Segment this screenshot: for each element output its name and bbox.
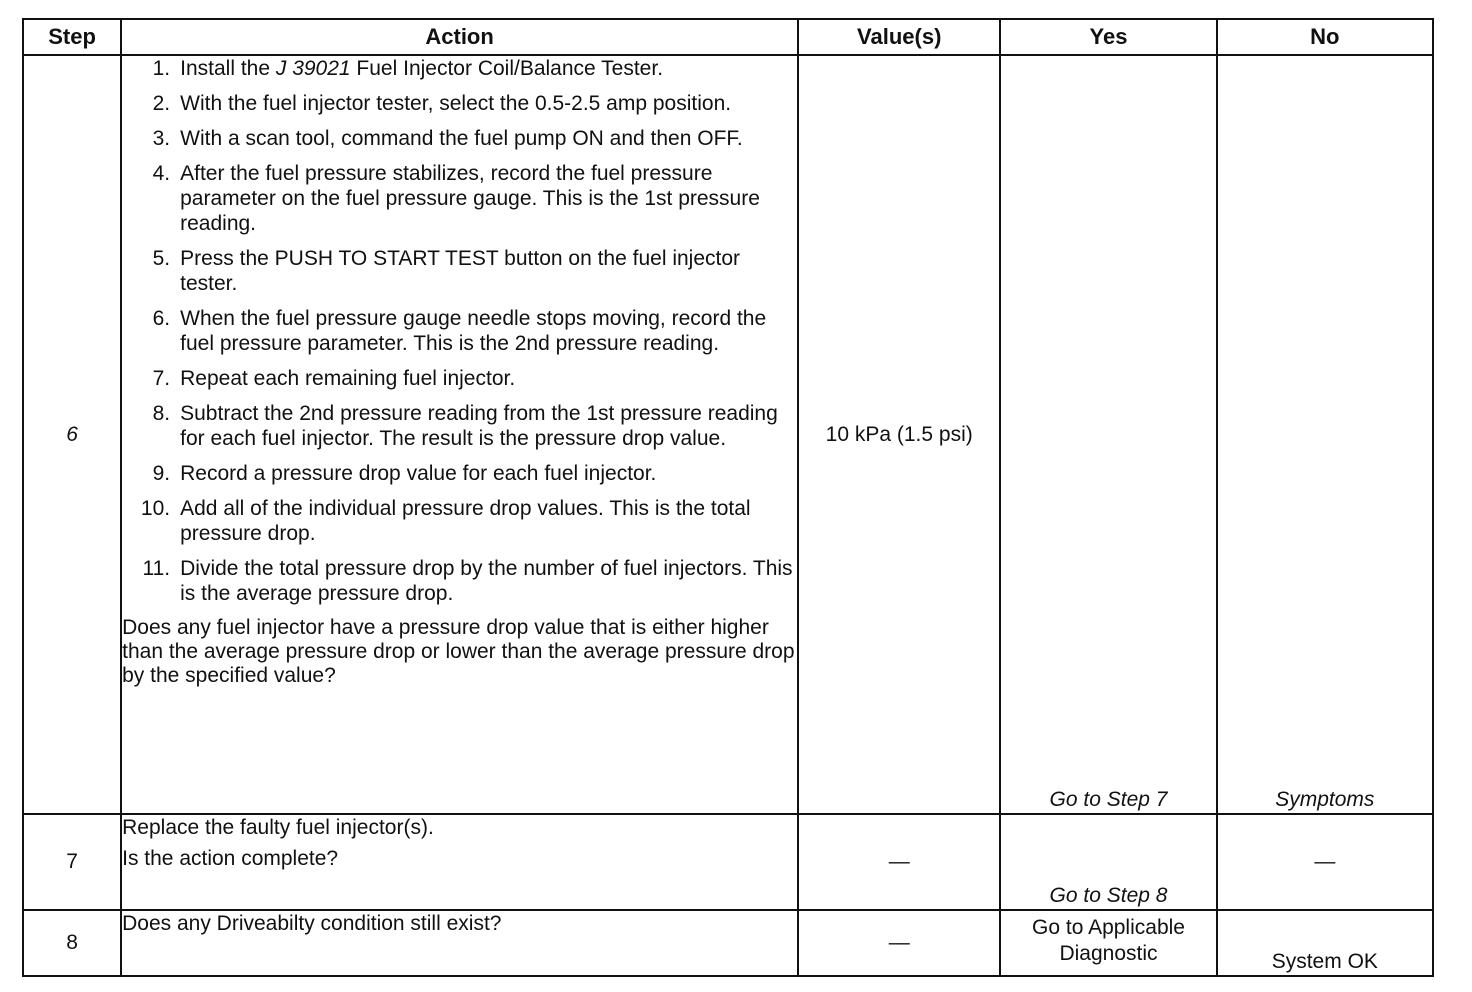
tool-reference: J 39021 xyxy=(275,57,351,80)
yes-link: Go to Step 7 xyxy=(1049,788,1168,811)
action-question: Is the action complete? xyxy=(122,847,339,870)
header-yes: Yes xyxy=(1000,19,1216,55)
action-cell xyxy=(121,910,798,976)
action-question: Does any fuel injector have a pressure drop value that is either higher than the average pressure drop or lower than the average pressure drop by the specified value? xyxy=(122,616,795,687)
table-row-step-6 xyxy=(23,55,1433,814)
no-link: Symptoms xyxy=(1275,788,1375,811)
action-step: 5. Press the PUSH TO START TEST button on the fuel injector tester. xyxy=(152,247,741,295)
no-cell: — xyxy=(1217,814,1433,910)
no-cell xyxy=(1217,55,1433,814)
yes-cell xyxy=(1000,814,1216,910)
header-step: Step xyxy=(23,19,121,55)
action-cell xyxy=(121,55,798,814)
action-cell xyxy=(121,814,798,910)
diagnostic-table xyxy=(22,18,1434,977)
value-cell: — xyxy=(798,814,1000,910)
action-step: 9. Record a pressure drop value for each fuel injector. xyxy=(152,462,657,485)
action-line: Replace the faulty fuel injector(s). xyxy=(122,816,434,839)
yes-link: Go to Step 8 xyxy=(1049,884,1168,907)
no-cell xyxy=(1217,910,1433,976)
action-step: 6. When the fuel pressure gauge needle stops moving, record the fuel pressure parameter. This is the 2nd pressure reading. xyxy=(152,307,767,355)
table-row-step-8 xyxy=(23,910,1433,976)
header-row xyxy=(23,19,1433,55)
action-step: 7. Repeat each remaining fuel injector. xyxy=(152,367,516,390)
action-step: 1. Install the J 39021 Fuel Injector Coil/Balance Tester. xyxy=(152,57,664,80)
value-cell: — xyxy=(798,910,1000,976)
header-action: Action xyxy=(121,19,798,55)
yes-cell xyxy=(1000,55,1216,814)
action-step: 2. With the fuel injector tester, select the 0.5-2.5 amp position. xyxy=(152,92,732,115)
action-step: 4. After the fuel pressure stabilizes, record the fuel pressure parameter on the fuel pressure gauge. This is the 1st pressure reading. xyxy=(152,162,760,235)
yes-cell xyxy=(1000,910,1216,976)
action-question: Does any Driveabilty condition still exist? xyxy=(122,912,502,935)
step-number: 8 xyxy=(23,910,121,976)
action-step-list xyxy=(122,56,797,606)
no-result: System OK xyxy=(1271,950,1378,973)
step-number: 6 xyxy=(23,55,121,814)
header-no: No xyxy=(1217,19,1433,55)
action-step: 11. Divide the total pressure drop by the number of fuel injectors. This is the average pressure drop. xyxy=(142,557,793,605)
action-step: 10. Add all of the individual pressure drop values. This is the total pressure drop. xyxy=(140,497,751,545)
value-cell: 10 kPa (1.5 psi) xyxy=(798,55,1000,814)
yes-link-line: Diagnostic xyxy=(1059,942,1158,965)
table-row-step-7 xyxy=(23,814,1433,910)
step-number: 7 xyxy=(23,814,121,910)
yes-link-line: Go to Applicable xyxy=(1032,916,1185,939)
action-step: 8. Subtract the 2nd pressure reading from the 1st pressure reading for each fuel injector. The result is the pressure drop value. xyxy=(152,402,778,450)
header-values: Value(s) xyxy=(798,19,1000,55)
action-step: 3. With a scan tool, command the fuel pump ON and then OFF. xyxy=(152,127,743,150)
